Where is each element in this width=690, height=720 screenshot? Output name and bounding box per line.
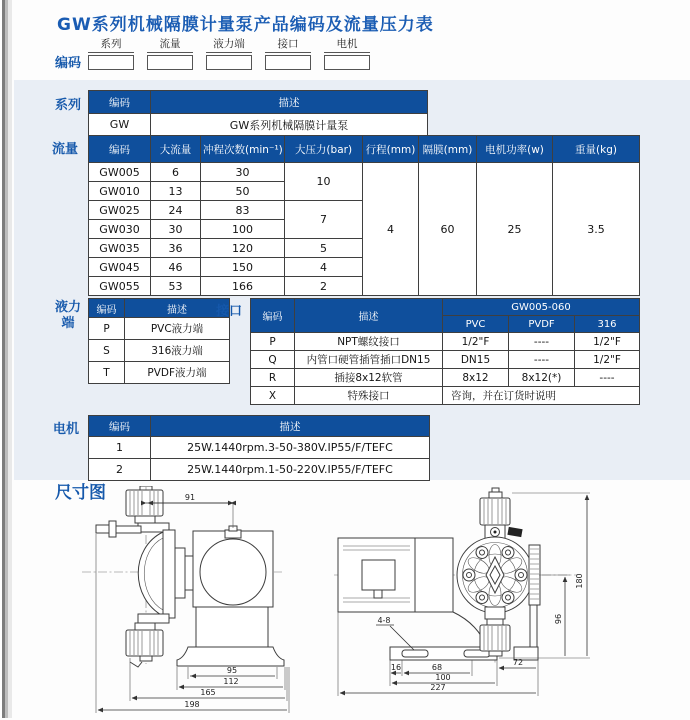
table-row: [251, 387, 640, 405]
interface-table: [250, 298, 640, 405]
cell: 1/2"F: [575, 351, 640, 369]
cell: PVC液力端: [125, 318, 230, 340]
cell-stroke: 4: [363, 163, 419, 296]
table-row: [251, 369, 640, 387]
flow-section-label: 流量: [52, 142, 79, 157]
dim-label-100: 100: [435, 673, 451, 682]
cell: 25W.1440rpm.1-50-220V.IP55/F/TEFC: [151, 459, 430, 481]
cell: 特殊接口: [295, 387, 443, 405]
cell: ----: [509, 351, 575, 369]
header-cell: 大流量: [151, 136, 201, 163]
cell: 46: [151, 258, 201, 277]
header-cell: 描述: [125, 299, 230, 318]
cell: 30: [201, 163, 285, 182]
header-cell: 描述: [151, 416, 430, 437]
header-cell: 隔膜(mm): [419, 136, 477, 163]
dim-label-91: 91: [184, 493, 196, 502]
cell: 316液力端: [125, 340, 230, 362]
page-edge-shadow: [0, 0, 14, 718]
cell: GW系列机械隔膜计量泵: [151, 114, 428, 136]
cell: 6: [151, 163, 201, 182]
interface-section-label: 接口: [216, 304, 243, 319]
table-row: [89, 437, 430, 459]
cell: 内管口硬管插管插口DN15: [295, 351, 443, 369]
header-cell: 编码: [251, 299, 295, 333]
dim-label-227: 227: [430, 683, 446, 692]
coding-field-interface: [265, 36, 311, 70]
cell-pressure: 7: [285, 201, 363, 239]
cell: GW045: [89, 258, 151, 277]
coding-fields: [88, 36, 370, 70]
flow-table: [88, 135, 640, 296]
hydraulic-end-section-label: 液力端: [54, 300, 81, 331]
dim-label-95: 95: [226, 666, 238, 675]
table-header-row: [89, 136, 640, 163]
series-table: [88, 90, 428, 136]
cell: X: [251, 387, 295, 405]
table-header-row: [251, 299, 640, 316]
coding-section-label: 编码: [55, 56, 82, 71]
cell: 50: [201, 182, 285, 201]
table-row: [89, 318, 230, 340]
table-header-row: [89, 416, 430, 437]
dim-label-198: 198: [184, 700, 200, 709]
table-row: [251, 333, 640, 351]
cell: 1/2"F: [443, 333, 509, 351]
cell: 36: [151, 239, 201, 258]
table-row: [89, 362, 230, 384]
coding-field-label: 电机: [324, 36, 370, 53]
cell: 83: [201, 201, 285, 220]
cell: 2: [89, 459, 151, 481]
cell: 53: [151, 277, 201, 296]
header-cell: 编码: [89, 136, 151, 163]
header-cell: 行程(mm): [363, 136, 419, 163]
pump-front-view-drawing: [332, 487, 662, 709]
header-cell: 重量(kg): [553, 136, 640, 163]
dim-label-72: 72: [512, 658, 524, 667]
header-cell: 316: [575, 316, 640, 333]
cell: T: [89, 362, 125, 384]
cell: 100: [201, 220, 285, 239]
dim-label-16: 16: [390, 663, 402, 672]
cell: 166: [201, 277, 285, 296]
coding-field-box: [147, 55, 193, 70]
cell: GW025: [89, 201, 151, 220]
table-header-row: [89, 299, 230, 318]
series-section-label: 系列: [55, 98, 82, 113]
cell: ----: [509, 333, 575, 351]
cell: DN15: [443, 351, 509, 369]
dim-label-112: 112: [223, 677, 239, 686]
cell: 150: [201, 258, 285, 277]
header-cell: 编码: [89, 416, 151, 437]
coding-field-label: 流量: [147, 36, 193, 53]
table-row: [89, 114, 428, 136]
coding-field-motor: [324, 36, 370, 70]
dim-label-165: 165: [200, 688, 216, 697]
cell: PVDF液力端: [125, 362, 230, 384]
coding-field-box: [88, 55, 134, 70]
cell: 24: [151, 201, 201, 220]
cell-motor-power: 25: [477, 163, 553, 296]
header-cell: 描述: [151, 91, 428, 114]
cell: GW: [89, 114, 151, 136]
dimension-section-label: 尺寸图: [55, 483, 106, 503]
cell: 8x12(*): [509, 369, 575, 387]
table-row: [89, 163, 640, 182]
coding-field-label: 液力端: [206, 36, 252, 53]
page-title: GW系列机械隔膜计量泵产品编码及流量压力表: [57, 15, 434, 35]
header-cell: 描述: [295, 299, 443, 333]
cell: P: [251, 333, 295, 351]
header-cell: 冲程次数(min⁻¹): [201, 136, 285, 163]
cell: S: [89, 340, 125, 362]
cell: P: [89, 318, 125, 340]
cell: GW030: [89, 220, 151, 239]
coding-field-box: [265, 55, 311, 70]
dim-label-96: 96: [554, 613, 563, 625]
cell: 8x12: [443, 369, 509, 387]
header-cell: 编码: [89, 91, 151, 114]
cell-pressure: 2: [285, 277, 363, 296]
header-cell: PVC: [443, 316, 509, 333]
table-row: [89, 459, 430, 481]
dim-label-180: 180: [575, 573, 584, 589]
motor-section-label: 电机: [53, 422, 80, 437]
coding-field-label: 接口: [265, 36, 311, 53]
cell: GW010: [89, 182, 151, 201]
cell: 30: [151, 220, 201, 239]
cell-note: 咨询，并在订货时说明: [443, 387, 640, 405]
header-cell: 编码: [89, 299, 125, 318]
hydraulic-end-table: [88, 298, 230, 384]
dim-label-4-8: 4-8: [377, 616, 391, 625]
table-row: [251, 351, 640, 369]
cell: 1: [89, 437, 151, 459]
header-cell-group: GW005-060: [443, 299, 640, 316]
cell: ----: [575, 369, 640, 387]
coding-field-box: [324, 55, 370, 70]
header-cell: 大压力(bar): [285, 136, 363, 163]
table-row: [89, 340, 230, 362]
cell: GW055: [89, 277, 151, 296]
dim-label-68: 68: [431, 663, 443, 672]
coding-field-flow: [147, 36, 193, 70]
coding-field-series: [88, 36, 134, 70]
cell: 1/2"F: [575, 333, 640, 351]
cell: R: [251, 369, 295, 387]
motor-table: [88, 415, 430, 481]
cell: GW005: [89, 163, 151, 182]
cell: 120: [201, 239, 285, 258]
cell: 25W.1440rpm.3-50-380V.IP55/F/TEFC: [151, 437, 430, 459]
header-cell: PVDF: [509, 316, 575, 333]
cell: 13: [151, 182, 201, 201]
cell-pressure: 5: [285, 239, 363, 258]
cell-pressure: 10: [285, 163, 363, 201]
pump-side-view-drawing: [64, 486, 322, 720]
cell-weight: 3.5: [553, 163, 640, 296]
coding-field-box: [206, 55, 252, 70]
cell: NPT螺纹接口: [295, 333, 443, 351]
coding-field-label: 系列: [88, 36, 134, 53]
header-cell: 电机功率(w): [477, 136, 553, 163]
cell: Q: [251, 351, 295, 369]
cell-pressure: 4: [285, 258, 363, 277]
cell: 插接8x12软管: [295, 369, 443, 387]
coding-field-hydraulic-end: [206, 36, 252, 70]
cell-diaphragm: 60: [419, 163, 477, 296]
table-header-row: [89, 91, 428, 114]
cell: GW035: [89, 239, 151, 258]
